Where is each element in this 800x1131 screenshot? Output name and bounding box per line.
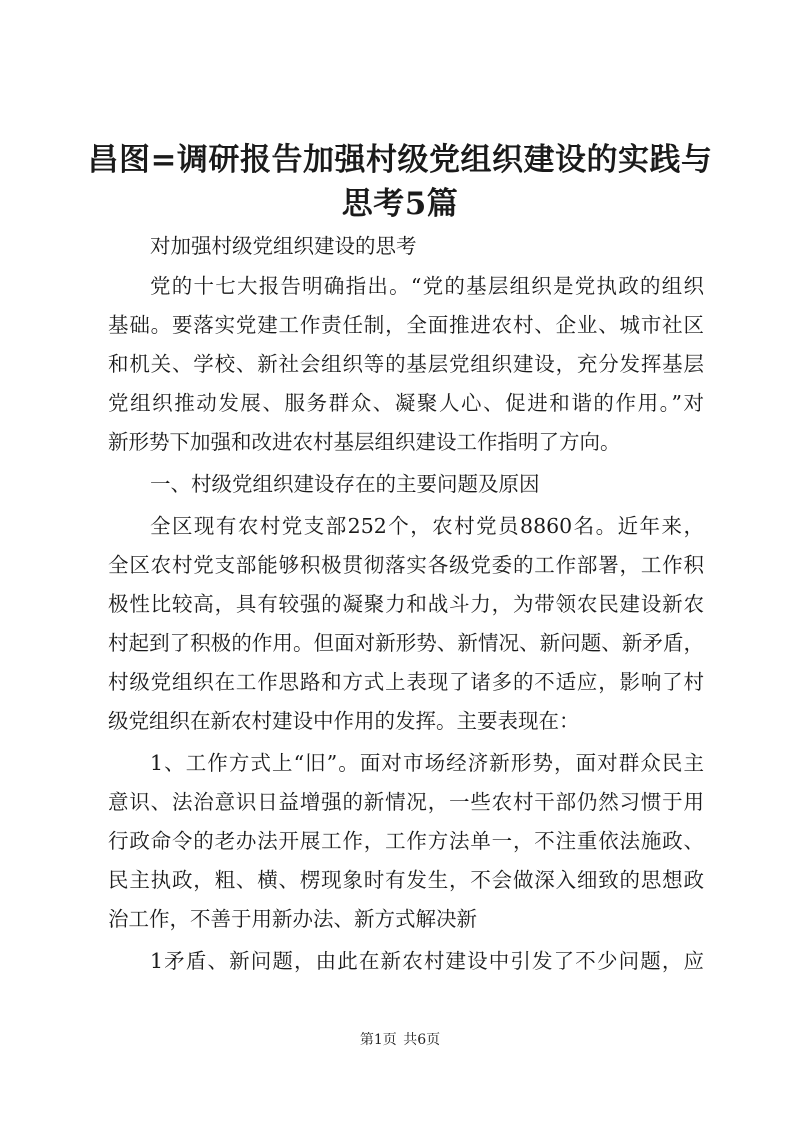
paragraph-line: 村起到了积极的作用。但面对新形势、新情况、新问题、新矛盾， bbox=[108, 631, 704, 655]
paragraph-line: 治工作，不善于用新办法、新方式解决新 bbox=[108, 907, 477, 931]
paragraph-line: 村级党组织在工作思路和方式上表现了诸多的不适应，影响了村 bbox=[108, 670, 704, 694]
page-number: 第1页 bbox=[359, 1032, 397, 1048]
page-footer bbox=[0, 1030, 800, 1050]
document-title-line-2: 思考5篇 bbox=[341, 186, 459, 222]
paragraph-line: 1、工作方式上“旧”。面对市场经济新形势，面对群众民主 bbox=[150, 751, 704, 775]
paragraph-line: 行政命令的老办法开展工作，工作方法单一，不注重依法施政、 bbox=[108, 829, 704, 853]
paragraph-line: 极性比较高，具有较强的凝聚力和战斗力，为带领农民建设新农 bbox=[108, 592, 704, 616]
paragraph-line: 新形势下加强和改进农村基层组织建设工作指明了方向。 bbox=[108, 430, 621, 454]
section-heading: 对加强村级党组织建设的思考 bbox=[150, 234, 417, 258]
paragraph-line: 全区农村党支部能够积极贯彻落实各级党委的工作部署，工作积 bbox=[108, 553, 704, 577]
paragraph-line: 和机关、学校、新社会组织等的基层党组织建设，充分发挥基层 bbox=[108, 352, 704, 376]
paragraph-line: 基础。要落实党建工作责任制，全面推进农村、企业、城市社区 bbox=[108, 313, 704, 337]
paragraph-line: 级党组织在新农村建设中作用的发挥。主要表现在： bbox=[108, 709, 580, 733]
paragraph-line: 全区现有农村党支部252个，农村党员8860名。近年来， bbox=[150, 514, 704, 538]
document-title-line-1: 昌图=调研报告加强村级党组织建设的实践与 bbox=[87, 142, 713, 178]
paragraph-line: 民主执政，粗、横、楞现象时有发生，不会做深入细致的思想政 bbox=[108, 868, 704, 892]
paragraph-line: 意识、法治意识日益增强的新情况，一些农村干部仍然习惯于用 bbox=[108, 790, 704, 814]
paragraph-line: 党的十七大报告明确指出。“党的基层组织是党执政的组织 bbox=[150, 274, 704, 298]
paragraph-line: 党组织推动发展、服务群众、凝聚人心、促进和谐的作用。”对 bbox=[108, 391, 704, 415]
section-heading: 一、村级党组织建设存在的主要问题及原因 bbox=[150, 472, 540, 496]
paragraph-line: 1矛盾、新问题，由此在新农村建设中引发了不少问题，应 bbox=[150, 949, 704, 973]
page-total: 共6页 bbox=[403, 1032, 441, 1048]
